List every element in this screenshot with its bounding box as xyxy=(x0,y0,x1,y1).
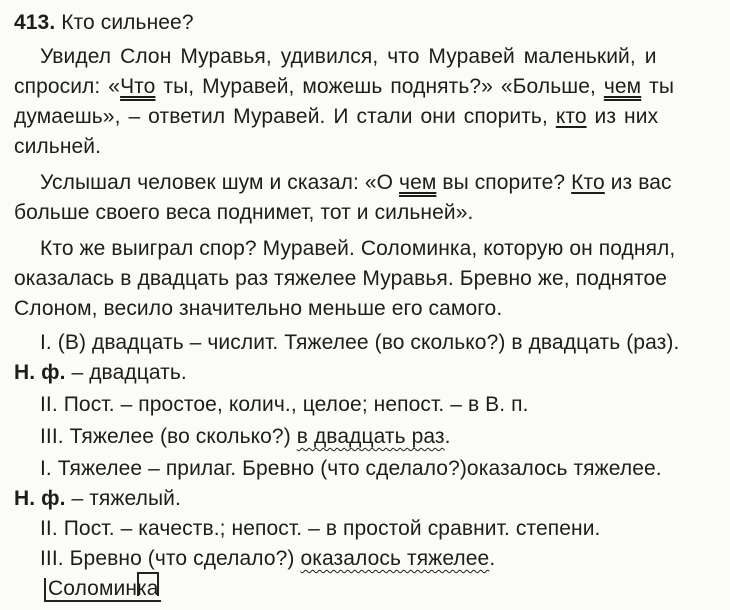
text-span: думаешь», – ответил Муравей. И стали они спорить, xyxy=(14,105,556,128)
underlined-word: Что xyxy=(120,75,156,98)
text-span: III. Бревно (что сделало?) xyxy=(40,547,301,570)
nf-value: – тяжелый. xyxy=(65,487,181,510)
analysis1-line3 xyxy=(40,424,451,450)
exercise-heading xyxy=(14,10,194,36)
word-parse xyxy=(44,576,161,602)
text-span: из вас xyxy=(604,171,672,194)
exercise-number: 413. xyxy=(14,11,56,34)
analysis2-line3 xyxy=(40,546,495,572)
text-span: . xyxy=(489,547,496,570)
text-span: ты, Муравей, можешь поднять?» «Больше, xyxy=(155,75,604,98)
story-p3-line1: Кто же выиграл спор? Муравей. Соломинка, которую он поднял, xyxy=(40,237,676,260)
analysis2-line1: I. Тяжелее – прилаг. Бревно (что сделало?)оказалось тяжелее. xyxy=(40,457,662,480)
story-p1-line3 xyxy=(14,104,658,130)
story-p2-line2: больше своего веса поднимет, тот и сильней». xyxy=(14,201,474,224)
analysis1-line2: II. Пост. – простое, колич., целое; непост. – в В. п. xyxy=(40,393,529,416)
underlined-word: чем xyxy=(399,171,437,194)
underlined-word: кто xyxy=(555,105,587,128)
wavy-underlined-phrase: оказалось тяжелее xyxy=(300,547,490,570)
text-span: из них xyxy=(586,105,659,128)
nf-label: Н. ф. xyxy=(14,361,66,384)
story-p1-line4: сильней. xyxy=(14,135,102,158)
analysis1-line1: I. (В) двадцать – числит. Тяжелее (во сколько?) в двадцать (раз). xyxy=(40,331,680,354)
text-span: ты xyxy=(641,75,675,98)
story-p1-line1 xyxy=(40,44,716,70)
nf-value: – двадцать. xyxy=(65,361,187,384)
text-span: спросил: « xyxy=(14,75,121,98)
text-span: вы спорите? xyxy=(436,171,572,194)
exercise-title: Кто сильнее? xyxy=(61,11,194,34)
text-span: . xyxy=(444,425,451,448)
story-p3-line3: Слоном, весило значительно меньше его самого. xyxy=(14,297,503,320)
analysis2-nf xyxy=(14,486,181,512)
suffix-mark xyxy=(137,572,159,596)
story-p2-line1 xyxy=(40,170,672,196)
text-span: III. Тяжелее (во сколько?) xyxy=(40,425,297,448)
word-parse-box xyxy=(44,578,161,602)
text-span: Увидел Слон Муравья, удивился, что Муравей маленький, и xyxy=(40,45,657,68)
parsed-word: Соломинка xyxy=(48,577,159,600)
nf-label: Н. ф. xyxy=(14,487,66,510)
story-p3-line2: оказалась в двадцать раз тяжелее Муравья. Бревно же, поднятое xyxy=(14,267,668,290)
underlined-word: чем xyxy=(603,75,642,98)
analysis1-nf xyxy=(14,360,187,386)
underlined-word: Кто xyxy=(571,171,605,194)
analysis2-line2: II. Пост. – качеств.; непост. – в простой сравнит. степени. xyxy=(40,517,601,540)
wavy-underlined-phrase: в двадцать раз xyxy=(296,425,445,448)
text-span: Услышал человек шум и сказал: «О xyxy=(40,171,400,194)
story-p1-line2 xyxy=(14,74,716,100)
